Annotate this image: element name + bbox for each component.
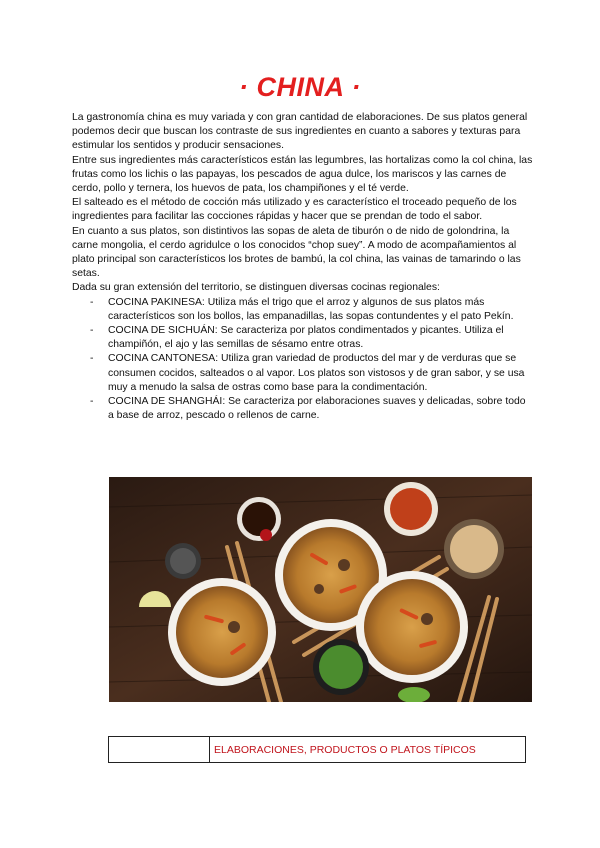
body-text bbox=[72, 111, 534, 423]
list-bullet: - bbox=[90, 353, 94, 365]
page-title: · CHINA · bbox=[239, 72, 361, 102]
list-bullet: - bbox=[90, 396, 94, 408]
list-item bbox=[72, 324, 534, 352]
paragraph-ingredients: Entre sus ingredientes más característicos están las legumbres, las hortalizas como la col china, las frutas como los lichis o las papayas, los pescados de agua dulce, los mariscos y las carnes de cerdo, pollo y ternera, los huevos de pata, los champiñones y el té verde. bbox=[72, 154, 533, 195]
table-cell-empty bbox=[109, 737, 210, 763]
paragraph-regions-intro: Dada su gran extensión del territorio, se distinguen diversas cocinas regionales: bbox=[72, 282, 440, 294]
list-item bbox=[72, 352, 534, 395]
noodles-photo bbox=[109, 477, 532, 702]
paragraph-intro: La gastronomía china es muy variada y con gran cantidad de elaboraciones. De sus platos general podemos decir que buscan los contraste de sus ingredientes en cuanto a sabores y texturas para estimular los sentidos y producir sensaciones. bbox=[72, 112, 528, 152]
list-item bbox=[72, 296, 534, 324]
paragraph-cooking-method: El salteado es el método de cocción más utilizado y es característico el troceado pequeño de los ingredientes para facilitar las cocciones rápidas y hacer que se prendan de todo el sabor. bbox=[72, 197, 517, 223]
typical-dishes-table bbox=[108, 736, 526, 763]
list-bullet: - bbox=[90, 296, 94, 308]
list-item-text: COCINA DE SICHUÁN: Se caracteriza por platos condimentados y picantes. Utiliza el champiñón, el ajo y las semillas de sésamo entre otras. bbox=[108, 325, 504, 351]
paragraph-dishes: En cuanto a sus platos, son distintivos las sopas de aleta de tiburón o de nido de golondrina, la carne mongolia, el cerdo agridulce o los conocidos “chop suey”. A modo de acompañamientos al plato principal son característicos los brotes de bambú, la col china, las vainas de tamarindo o las setas. bbox=[72, 225, 521, 280]
list-item-text: COCINA DE SHANGHÁI: Se caracteriza por elaboraciones suaves y delicadas, sobre todo a base de arroz, pescado o rellenos de carne. bbox=[108, 396, 526, 422]
list-bullet: - bbox=[90, 325, 94, 337]
list-item bbox=[72, 395, 534, 423]
table-header-cell: ELABORACIONES, PRODUCTOS O PLATOS TÍPICOS bbox=[210, 737, 526, 763]
list-item-text: COCINA CANTONESA: Utiliza gran variedad de productos del mar y de verduras que se consumen cocidos, salteados o al vapor. Los platos son vistosos y de gran sabor, y se usa muy a menudo la salsa de ostras como base para la condimentación. bbox=[108, 353, 525, 393]
table-row bbox=[109, 737, 526, 763]
list-item-text: COCINA PAKINESA: Utiliza más el trigo que el arroz y algunos de sus platos más característicos son los bollos, las empanadillas, las sopas contundentes y el pato Pekín. bbox=[108, 296, 514, 322]
regional-cuisines-list bbox=[72, 296, 534, 424]
